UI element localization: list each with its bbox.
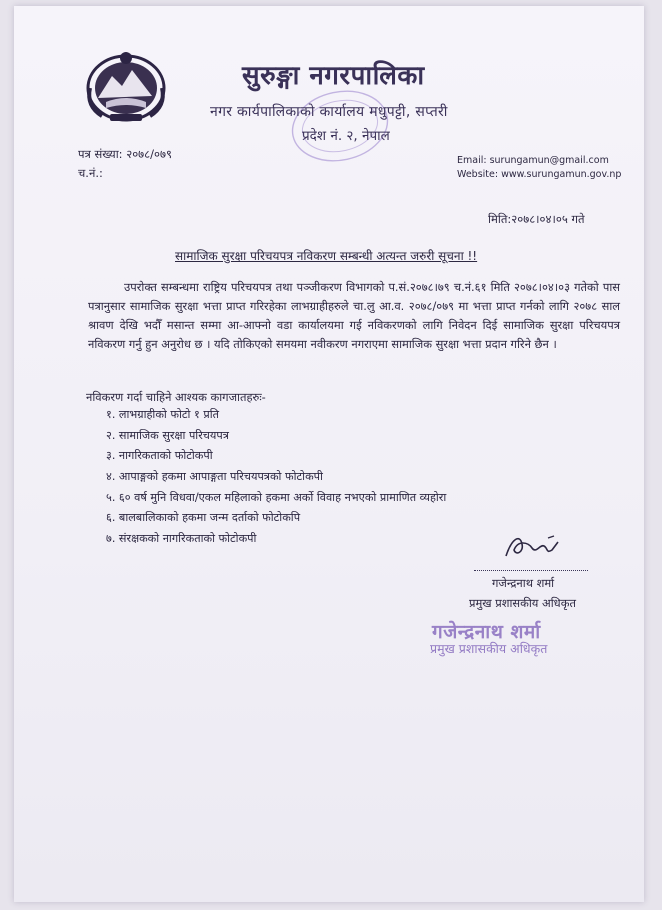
letter-date: मिति:२०७८।०४।०५ गते [488, 212, 585, 226]
municipality-title: सुरुङ्गा नगरपालिका [242, 61, 425, 91]
office-address: नगर कार्यपालिकाको कार्यालय मधुपट्टी, सप्तरी [210, 104, 448, 120]
signatory-post: प्रमुख प्रशासकीय अधिकृत [469, 596, 576, 610]
stamp-name: गजेन्द्रनाथ शर्मा [432, 621, 541, 643]
list-item: ७. संरक्षकको नागरिकताको फोटोकपी [106, 532, 257, 546]
list-item: ३. नागरिकताको फोटोकपी [106, 449, 213, 463]
contact-website: Website: www.surungamun.gov.np [457, 169, 622, 180]
province-line: प्रदेश नं. २, नेपाल [302, 128, 390, 144]
notice-body: उपरोक्त सम्बन्धमा राष्ट्रिय परिचयपत्र तथा पञ्जीकरण विभागको प.सं.२०७८।७९ च.नं.६१ मिति २०७८।०४।०३ गतेको पास पत्रानुसार सामाजिक सुरक्षा भत्ता प्राप्त गरिरहेका लाभग्राहीहरुले चा.लु आ.व. २०७८/०७९ मा भत्ता प्राप्त गर्नको लागि २०७८ साल श्रावण देखि भदौँ मसान्त सम्मा आ-आफ्नो वडा कार्यालयमा गई नविकरणको लागि निवेदन दिई सामाजिक सुरक्षा परिचयपत्र नविकरण गर्नु हुन अनुरोध छ । यदि तोकिएको समयमा नवीकरण नगराएमा सामाजिक सुरक्षा भत्ता प्रदान गरिने छैन । [88, 280, 620, 351]
documents-list [106, 407, 446, 552]
letter-page [14, 6, 644, 902]
signature-icon [502, 530, 562, 562]
list-item: १. लाभग्राहीको फोटो १ प्रति [106, 408, 219, 421]
list-item: २. सामाजिक सुरक्षा परिचयपत्र [106, 428, 229, 442]
stamp-post: प्रमुख प्रशासकीय अधिकृत [430, 641, 548, 656]
notice-subject: सामाजिक सुरक्षा परिचयपत्र नविकरण सम्बन्धी अत्यन्त जरुरी सूचना !! [175, 249, 478, 263]
list-item: ६. बालबालिकाको हकमा जन्म दर्ताको फोटोकपि [106, 511, 301, 525]
contact-email: Email: surungamun@gmail.com [457, 155, 609, 166]
signature-line [474, 570, 588, 571]
list-item: ४. आपाङ्गको हकमा आपाङ्गता परिचयपत्रको फोटोकपी [106, 470, 323, 484]
dispatch-number: च.नं.: [78, 166, 103, 180]
signatory-name: गजेन्द्रनाथ शर्मा [492, 576, 555, 590]
nepal-emblem-icon [82, 46, 170, 126]
letter-number: पत्र संख्या: २०७८/०७९ [78, 147, 172, 161]
list-item: ५. ६० वर्ष मुनि विधवा/एकल महिलाको हकमा अर्को विवाह नभएको प्रामाणित व्यहोरा [106, 490, 447, 504]
documents-heading: नविकरण गर्दा चाहिने आश्यक कागजातहरुः- [86, 390, 266, 404]
